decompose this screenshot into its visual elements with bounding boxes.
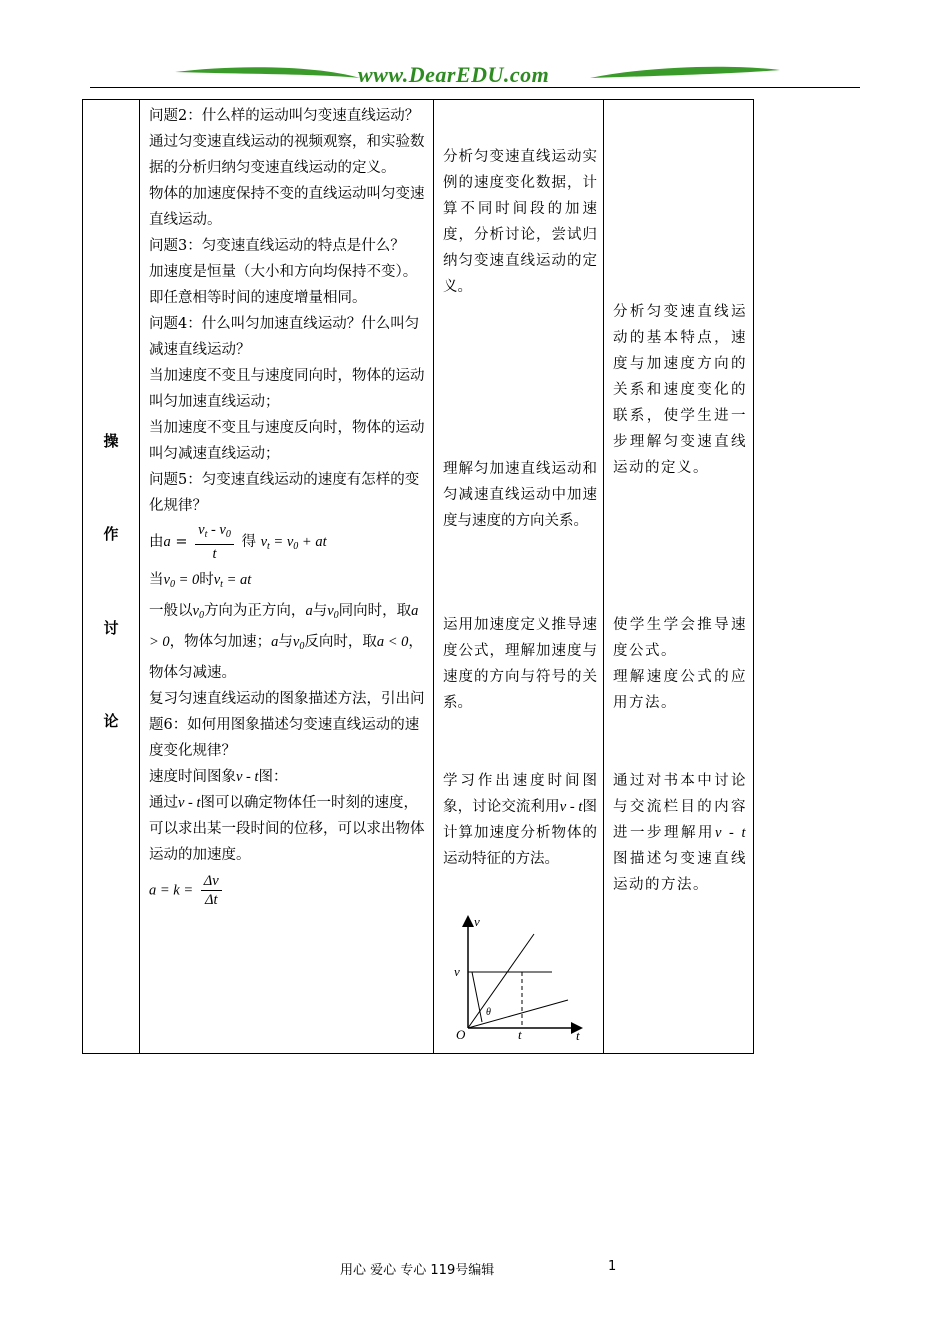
vt-graph-explanation: 通过v - t图可以确定物体任一时刻的速度，可以求出某一段时间的位移，可以求出物体运动的加速度。: [149, 795, 425, 863]
formula-fraction: $\frac{v_t - v_0}{t}$: [195, 521, 234, 563]
t-tick-label: t: [518, 1027, 522, 1040]
definition: 物体的加速度保持不变的直线运动叫匀变速直线运动。: [149, 186, 425, 228]
design-intent-cell: [604, 100, 754, 1054]
formula-v0-zero: 当$v_0 = 0$时$v_t$ = at: [149, 572, 252, 590]
intent-text: 理解速度公式的应用方法。: [613, 669, 747, 711]
theta-label: θ: [486, 1007, 491, 1018]
slope-fraction: $\frac{\Delta v}{\Delta t}$: [201, 872, 222, 909]
lesson-table: [82, 99, 754, 1054]
footer-text: 用心 爱心 专心 119号编辑: [340, 1263, 495, 1278]
student-activity-cell: [434, 100, 604, 1054]
side-label-char: 作: [103, 525, 119, 543]
slow-accelerating-line: [468, 1000, 568, 1028]
brand-logo-text: www.DearEDU.com: [358, 62, 550, 87]
accelerating-line: [468, 934, 534, 1028]
question-2: 问题2：什么样的运动叫匀变速直线运动？: [149, 108, 420, 124]
side-label-char: 操: [103, 432, 119, 450]
text-paragraph: 当加速度不变且与速度反向时，物体的运动叫匀减速直线运动；: [149, 420, 425, 462]
text-paragraph: 通过匀变速直线运动的视频观察，和实验数据的分析归纳匀变速直线运动的定义。: [149, 134, 425, 176]
vt-graph-heading: 速度时间图象v - t图：: [149, 769, 288, 785]
intent-text: 使学生学会推导速度公式。: [613, 617, 747, 659]
question-5: 问题5：匀变速直线运动的速度有怎样的变化规律？: [149, 472, 420, 514]
t-axis-label: t: [576, 1028, 580, 1040]
intent-text: 分析匀变速直线运动的基本特点，速度与加速度方向的关系和速度变化的联系，使学生进一步理解匀变速直线运动的定义。: [613, 304, 747, 476]
sign-convention: 一般以$v_0$方向为正方向，a与$v_0$同向时，取a > 0，物体匀加速；a与$v_0$反向时，取a < 0，物体匀减速。: [149, 603, 423, 681]
page-number: 1: [608, 1259, 617, 1274]
question-3: 问题3：匀变速直线运动的特点是什么？: [149, 238, 405, 254]
intent-text: 通过对书本中讨论与交流栏目的内容进一步理解用v - t图描述匀变速直线运动的方法。: [613, 773, 747, 893]
teacher-content-cell: [140, 100, 434, 1054]
header-rule: [90, 87, 860, 88]
review-question-6: 复习匀速直线运动的图象描述方法，引出问题6：如何用图象描述匀变速直线运动的速度变化规律？: [149, 691, 425, 759]
v-axis-label: v: [474, 914, 480, 929]
text-paragraph: 加速度是恒量（大小和方向均保持不变）。即任意相等时间的速度增量相同。: [149, 264, 418, 306]
activity-text: 运用加速度定义推导速度公式，理解加速度与速度的方向与符号的关系。: [443, 617, 597, 711]
velocity-formula: 由a = $\frac{v_t - v_0}{t}$ 得 $v_t = v_0$ + at: [149, 522, 327, 562]
side-label-cell: [83, 100, 140, 1054]
text-paragraph: 当加速度不变且与速度同向时，物体的运动叫匀加速直线运动；: [149, 368, 425, 410]
question-4: 问题4：什么叫匀加速直线运动？什么叫匀减速直线运动？: [149, 316, 420, 358]
side-label-char: 论: [103, 712, 119, 730]
side-label-char: 讨: [103, 619, 119, 637]
activity-text: 理解匀加速直线运动和匀减速直线运动中加速度与速度的方向关系。: [443, 461, 597, 529]
site-header: [90, 58, 860, 90]
v-level-label: v: [454, 964, 460, 979]
activity-text: 学习作出速度时间图象，讨论交流利用v - t图计算加速度分析物体的运动特征的方法。: [443, 773, 598, 867]
slope-formula: a = k = $\frac{\Delta v}{\Delta t}$: [149, 872, 429, 909]
vt-graph: [452, 912, 588, 1040]
origin-label: O: [456, 1027, 466, 1040]
activity-text: 分析匀变速直线运动实例的速度变化数据，计算不同时间段的加速度，分析讨论，尝试归纳匀变速直线运动的定义。: [443, 149, 597, 295]
